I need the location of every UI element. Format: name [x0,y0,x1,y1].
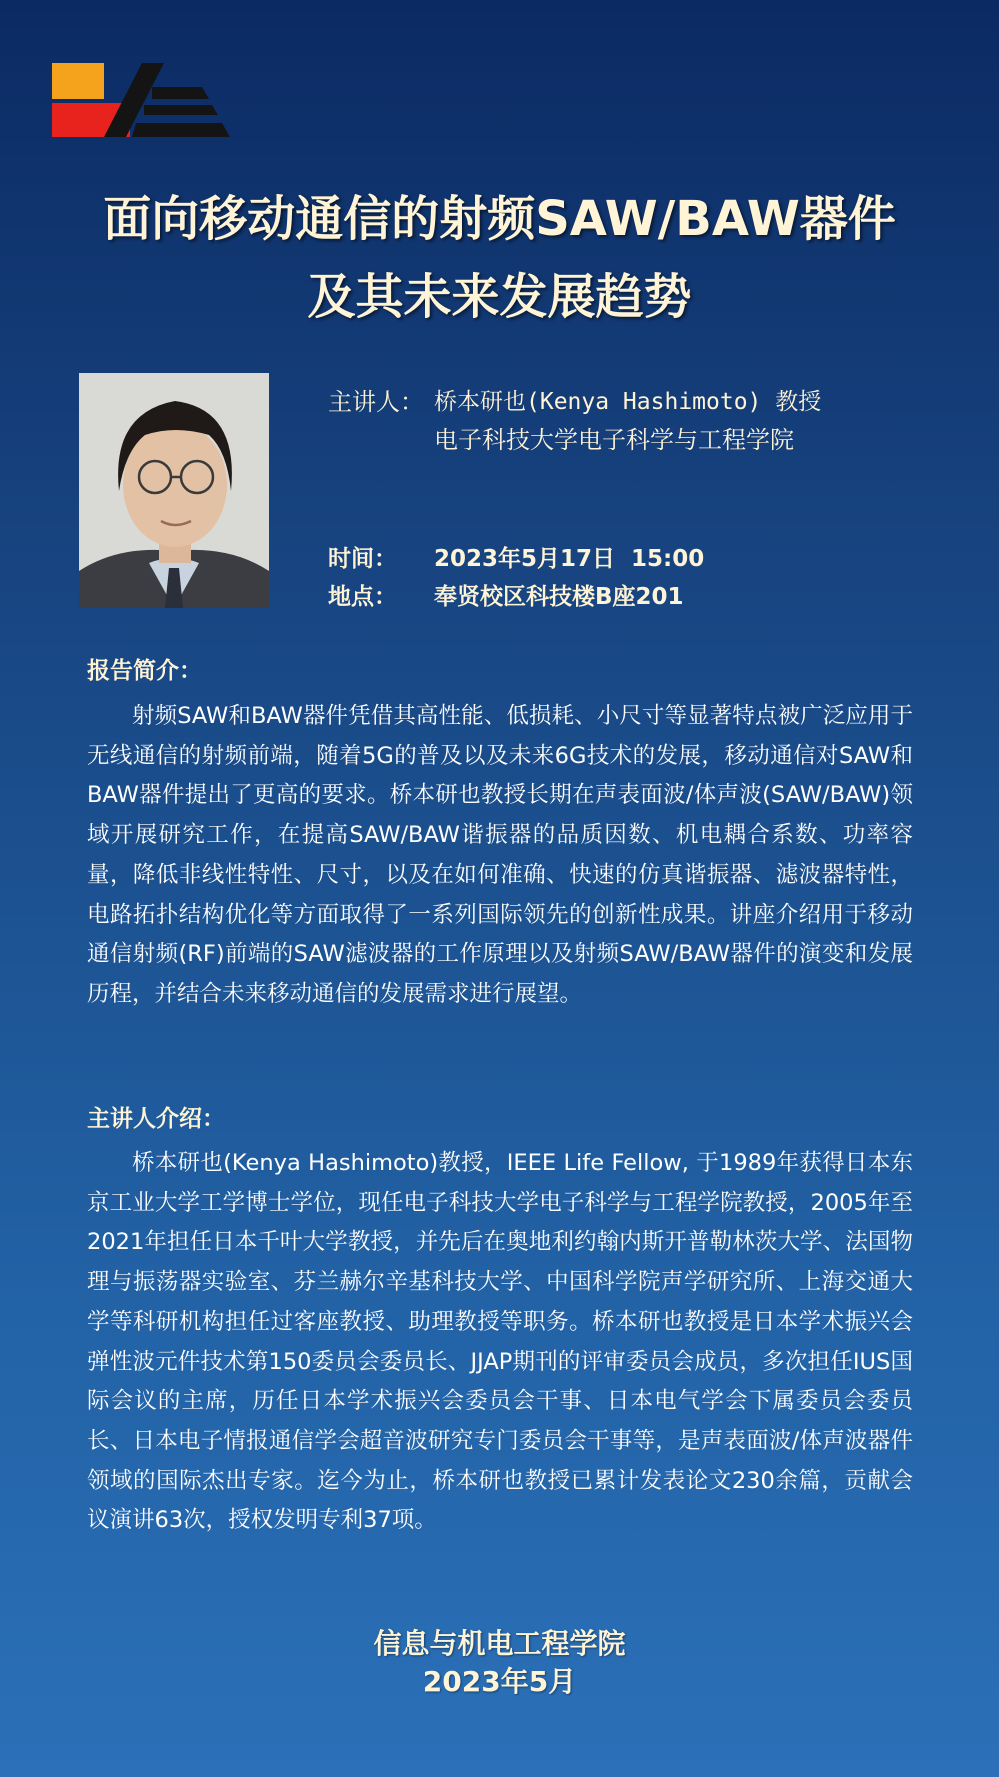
speaker-photo [79,373,269,608]
speaker-info [328,383,821,459]
speaker-name: 桥本研也(Kenya Hashimoto) 教授 [434,389,822,415]
place-row [328,578,704,616]
abstract-text: 射频SAW和BAW器件凭借其高性能、低损耗、小尺寸等显著特点被广泛应用于无线通信的射频前端，随着5G的普及以及未来6G技术的发展，移动通信对SAW和BAW器件提出了更高的要求。桥本研也教授长期在声表面波/体声波(SAW/BAW)领域开展研究工作，在提高SAW/BAW谐振器的品质因数、机电耦合系数、功率容量，降低非线性特性、尺寸，以及在如何准确、快速的仿真谐振器、滤波器特性，电路拓扑结构优化等方面取得了一系列国际领先的创新性成果。讲座介绍用于移动通信射频(RF)前端的SAW滤波器的工作原理以及射频SAW/BAW器件的演变和发展历程，并结合未来移动通信的发展需求进行展望。 [87,703,913,1007]
logo-black-stroke [152,87,209,99]
footer-organizer: 信息与机电工程学院 [373,1627,626,1660]
logo [52,63,232,139]
footer [0,1625,999,1701]
logo-black-stroke [132,123,230,137]
time-row [328,540,704,578]
speaker-row [328,383,821,421]
logo-black-stroke [144,105,218,115]
footer-date: 2023年5月 [422,1665,577,1698]
place-label: 地点： [328,584,397,610]
page-title [0,180,999,336]
bio-heading: 主讲人介绍： [87,1106,225,1132]
time-label: 时间： [328,546,397,572]
abstract-heading: 报告简介： [87,658,202,684]
title-line-1: 面向移动通信的射频SAW/BAW器件 [103,191,896,247]
schedule-info [328,540,704,616]
place-value: 奉贤校区科技楼B座201 [434,584,684,610]
affiliation-row [328,421,821,459]
speaker-label: 主讲人： [328,388,424,416]
speaker-affiliation: 电子科技大学电子科学与工程学院 [434,426,794,454]
logo-orange-block [52,63,104,99]
bio-text: 桥本研也(Kenya Hashimoto)教授，IEEE Life Fellow, 于1989年获得日本东京工业大学工学博士学位，现任电子科技大学电子科学与工程学院教授，2005年至2021年担任日本千叶大学教授，并先后在奥地利约翰内斯开普勒林茨大学、法国物理与振荡器实验室、芬兰赫尔辛基科技大学、中国科学院声学研究所、上海交通大学等科研机构担任过客座教授、助理教授等职务。桥本研也教授是日本学术振兴会弹性波元件技术第150委员会委员长、JJAP期刊的评审委员会成员，多次担任IUS国际会议的主席，历任日本学术振兴会委员会干事、日本电气学会下属委员会委员长、日本电子情报通信学会超音波研究专门委员会干事等，是声表面波/体声波器件领域的国际杰出专家。迄今为止，桥本研也教授已累计发表论文230余篇，贡献会议演讲63次，授权发明专利37项。 [87,1150,913,1534]
time-value: 2023年5月17日 15:00 [434,546,705,572]
title-line-2: 及其未来发展趋势 [307,269,692,325]
